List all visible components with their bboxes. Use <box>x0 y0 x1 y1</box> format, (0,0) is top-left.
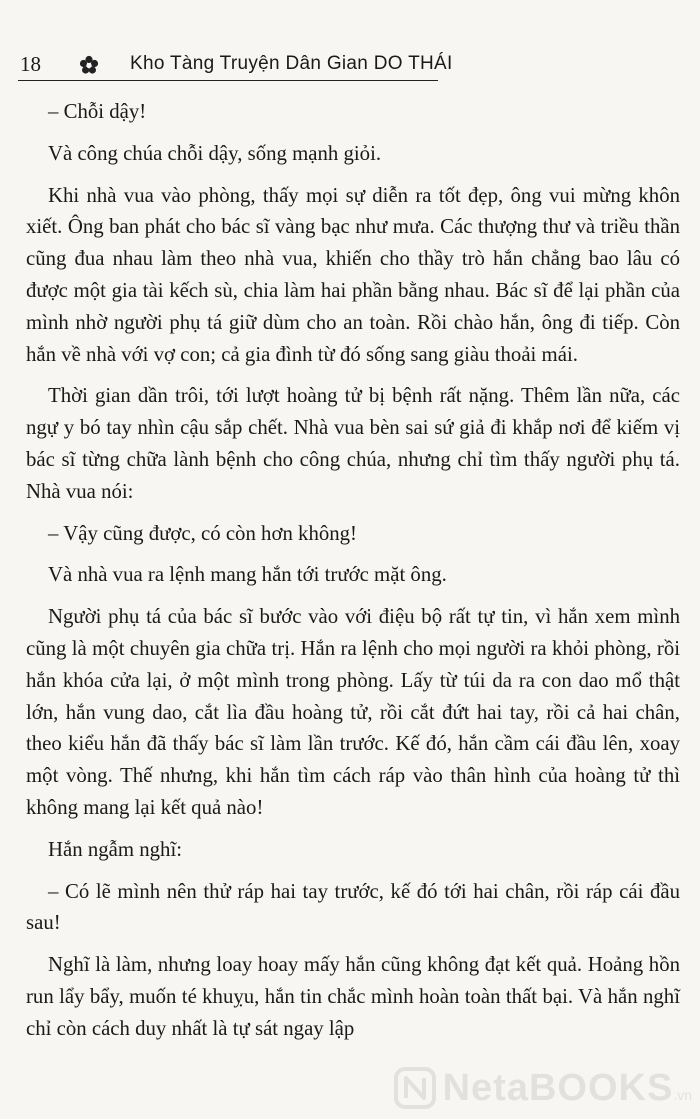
page-body <box>26 96 680 1055</box>
paragraph: Và nhà vua ra lệnh mang hắn tới trước mặt ông. <box>48 563 447 587</box>
page-header <box>18 50 453 81</box>
flower-icon <box>79 55 99 75</box>
page-number: 18 <box>20 52 41 76</box>
paragraph: Nghĩ là làm, nhưng loay hoay mấy hắn cũng không đạt kết quả. Hoảng hồn run lẩy bẩy, muốn té khuỵu, hắn tin chắc mình hoàn toàn thất bại. Và hắn nghĩ chỉ còn cách duy nhất là tự sát ngay lập <box>26 953 680 1040</box>
paragraph: Người phụ tá của bác sĩ bước vào với điệu bộ rất tự tin, vì hắn xem mình cũng là một chuyên gia chữa trị. Hắn ra lệnh cho mọi người ra khỏi phòng, rồi hắn khóa cửa lại, ở một mình trong phòng. Lấy từ túi da ra con dao mổ thật lớn, hắn vung dao, cắt lìa đầu hoàng tử, rồi cắt đứt hai tay, rồi cả hai chân, theo kiểu hắn đã thấy bác sĩ làm lần trước. Kế đó, hắn cầm cái đầu lên, xoay một vòng. Thế nhưng, khi hắn tìm cách ráp vào thân hình của hoàng tử thì không mang lại kết quả nào! <box>26 605 680 819</box>
n-logo-icon <box>393 1066 437 1110</box>
watermark <box>393 1065 692 1111</box>
paragraph: Khi nhà vua vào phòng, thấy mọi sự diễn ra tốt đẹp, ông vui mừng khôn xiết. Ông ban phát cho bác sĩ vàng bạc như mưa. Các thượng thư và triều thần cũng đua nhau làm theo nhà vua, khiến cho thầy trò hắn chẳng bao lâu có được một gia tài kếch sù, chia làm hai phần bằng nhau. Bác sĩ để lại phần của mình nhờ người phụ tá giữ dùm cho an toàn. Rồi chào hắn, ông đi tiếp. Còn hắn về nhà với vợ con; cả gia đình từ đó sống sang giàu thoải mái. <box>26 183 680 366</box>
watermark-text: NetaBOOKS <box>442 1066 674 1109</box>
paragraph: – Có lẽ mình nên thử ráp hai tay trước, kế đó tới hai chân, rồi ráp cái đầu sau! <box>26 879 680 935</box>
paragraph: Thời gian dần trôi, tới lượt hoàng tử bị bệnh rất nặng. Thêm lần nữa, các ngự y bó tay nhìn cậu sắp chết. Nhà vua bèn sai sứ giả đi khắp nơi để kiếm vị bác sĩ từng chữa lành bệnh cho công chúa, nhưng chỉ tìm thấy người phụ tá. Nhà vua nói: <box>26 384 680 503</box>
running-title: Kho Tàng Truyện Dân Gian DO THÁI <box>130 53 453 74</box>
watermark-suffix: .vn <box>673 1087 692 1103</box>
paragraph: – Vậy cũng được, có còn hơn không! <box>48 521 357 545</box>
paragraph: Và công chúa chỗi dậy, sống mạnh giỏi. <box>48 141 382 165</box>
paragraph: Hắn ngẫm nghĩ: <box>48 837 183 861</box>
paragraph: – Chỗi dậy! <box>48 100 147 123</box>
